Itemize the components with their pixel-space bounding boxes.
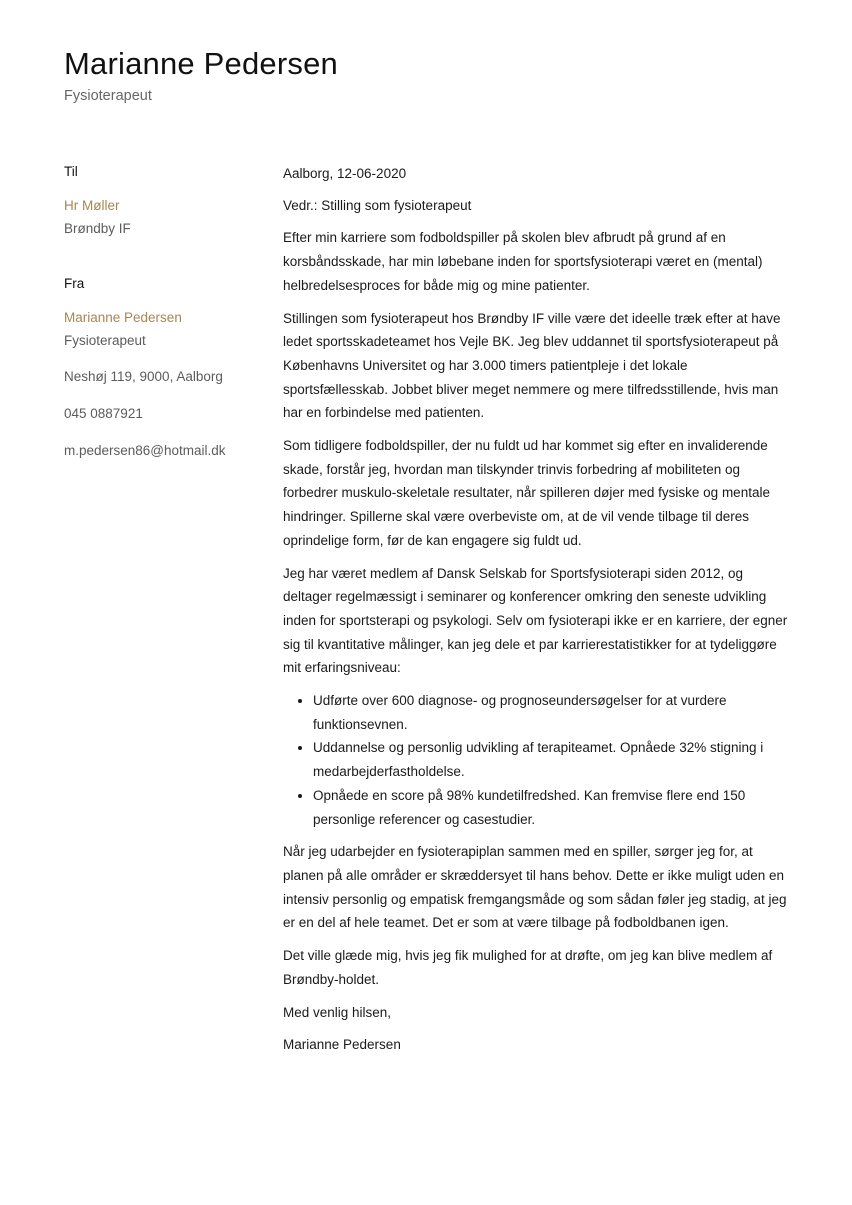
- list-item: • Udførte over 600 diagnose- og prognoseundersøgelser for at vurdere funktionsevnen.: [313, 689, 791, 736]
- list-item: • Uddannelse og personlig udvikling af terapiteamet. Opnåede 32% stigning i medarbejderfastholdelse.: [313, 736, 791, 783]
- letter-body: [283, 162, 791, 1066]
- signature-name: Marianne Pedersen: [283, 1037, 401, 1053]
- list-item: • Opnåede en score på 98% kundetilfredshed. Kan fremvise flere end 150 personlige referencer og casestudier.: [313, 784, 791, 831]
- sender-phone: 045 0887921: [64, 406, 143, 421]
- sign-off: Med venlig hilsen,: [283, 1004, 392, 1020]
- body-paragraph: Det ville glæde mig, hvis jeg fik mulighed for at drøfte, om jeg kan blive medlem af Brøndby-holdet.: [283, 948, 773, 987]
- body-paragraph: Når jeg udarbejder en fysioterapiplan sammen med en spiller, sørger jeg for, at planen på alle områder er skræddersyet til hans behov. Dette er ikke muligt uden en intensiv personlig og empatisk fremgangsmåde og som sådan føler jeg stadig, at jeg er en del af hele teamet. Det er som at være tilbage på fodboldbanen igen.: [283, 844, 787, 931]
- body-paragraph: Jeg har været medlem af Dansk Selskab for Sportsfysioterapi siden 2012, og deltager regelmæssigt i seminarer og konferencer omkring den seneste udvikling inden for sportsterapi og psykologi. Selv om fysioterapi ikke er en karriere, der egner sig til kvantitative målinger, kan jeg dele et par karrierestatistikker for at tydeliggøre mit erfaringsniveau:: [283, 565, 788, 676]
- to-label: Til: [64, 164, 78, 179]
- letter-subject: Vedr.: Stilling som fysioterapeut: [283, 197, 472, 213]
- body-paragraph: Stillingen som fysioterapeut hos Brøndby IF ville være det ideelle træk efter at have ledet sportsskadeteamet hos Vejle BK. Jeg blev uddannet til sportsfysioterapeut på Københavns Universitet og har 3.000 timers patientpleje i det lokale sportsfællesskab. Jobbet bliver meget nemmere og mere tilfredsstillende, hvis man har en forbindelse med patienten.: [283, 310, 781, 421]
- contact-sidebar: [64, 162, 264, 461]
- from-label: Fra: [64, 276, 85, 291]
- sender-address: Neshøj 119, 9000, Aalborg: [64, 369, 223, 384]
- sender-role: Fysioterapeut: [64, 333, 146, 348]
- sender-name: Marianne Pedersen: [64, 310, 182, 325]
- body-paragraph: Som tidligere fodboldspiller, der nu fuldt ud har kommet sig efter en invaliderende skade, forstår jeg, hvordan man tilskynder trinvis forbedring af mobiliteten og forbedrer muskulo-skeletale resultater, når spilleren døjer med fysiske og mentale hindringer. Spillerne skal være overbeviste om, at de vil vende tilbage til deres oprindelige form, før de kan engagere sig fuldt ud.: [283, 438, 770, 548]
- applicant-name: Marianne Pedersen: [64, 46, 338, 81]
- recipient-name: Hr Møller: [64, 198, 120, 213]
- recipient-company: Brøndby IF: [64, 221, 131, 236]
- sender-email: m.pedersen86@hotmail.dk: [64, 443, 226, 458]
- applicant-role: Fysioterapeut: [64, 88, 152, 104]
- achievements-list: [283, 689, 791, 831]
- letter-date: Aalborg, 12-06-2020: [283, 166, 407, 181]
- letter-header: [64, 44, 338, 106]
- body-paragraph: Efter min karriere som fodboldspiller på skolen blev afbrudt på grund af en korsbåndsskade, har min løbebane inden for sportsfysioterapi været en (mental) helbredelsesproces for både mig og mine patienter.: [283, 230, 763, 293]
